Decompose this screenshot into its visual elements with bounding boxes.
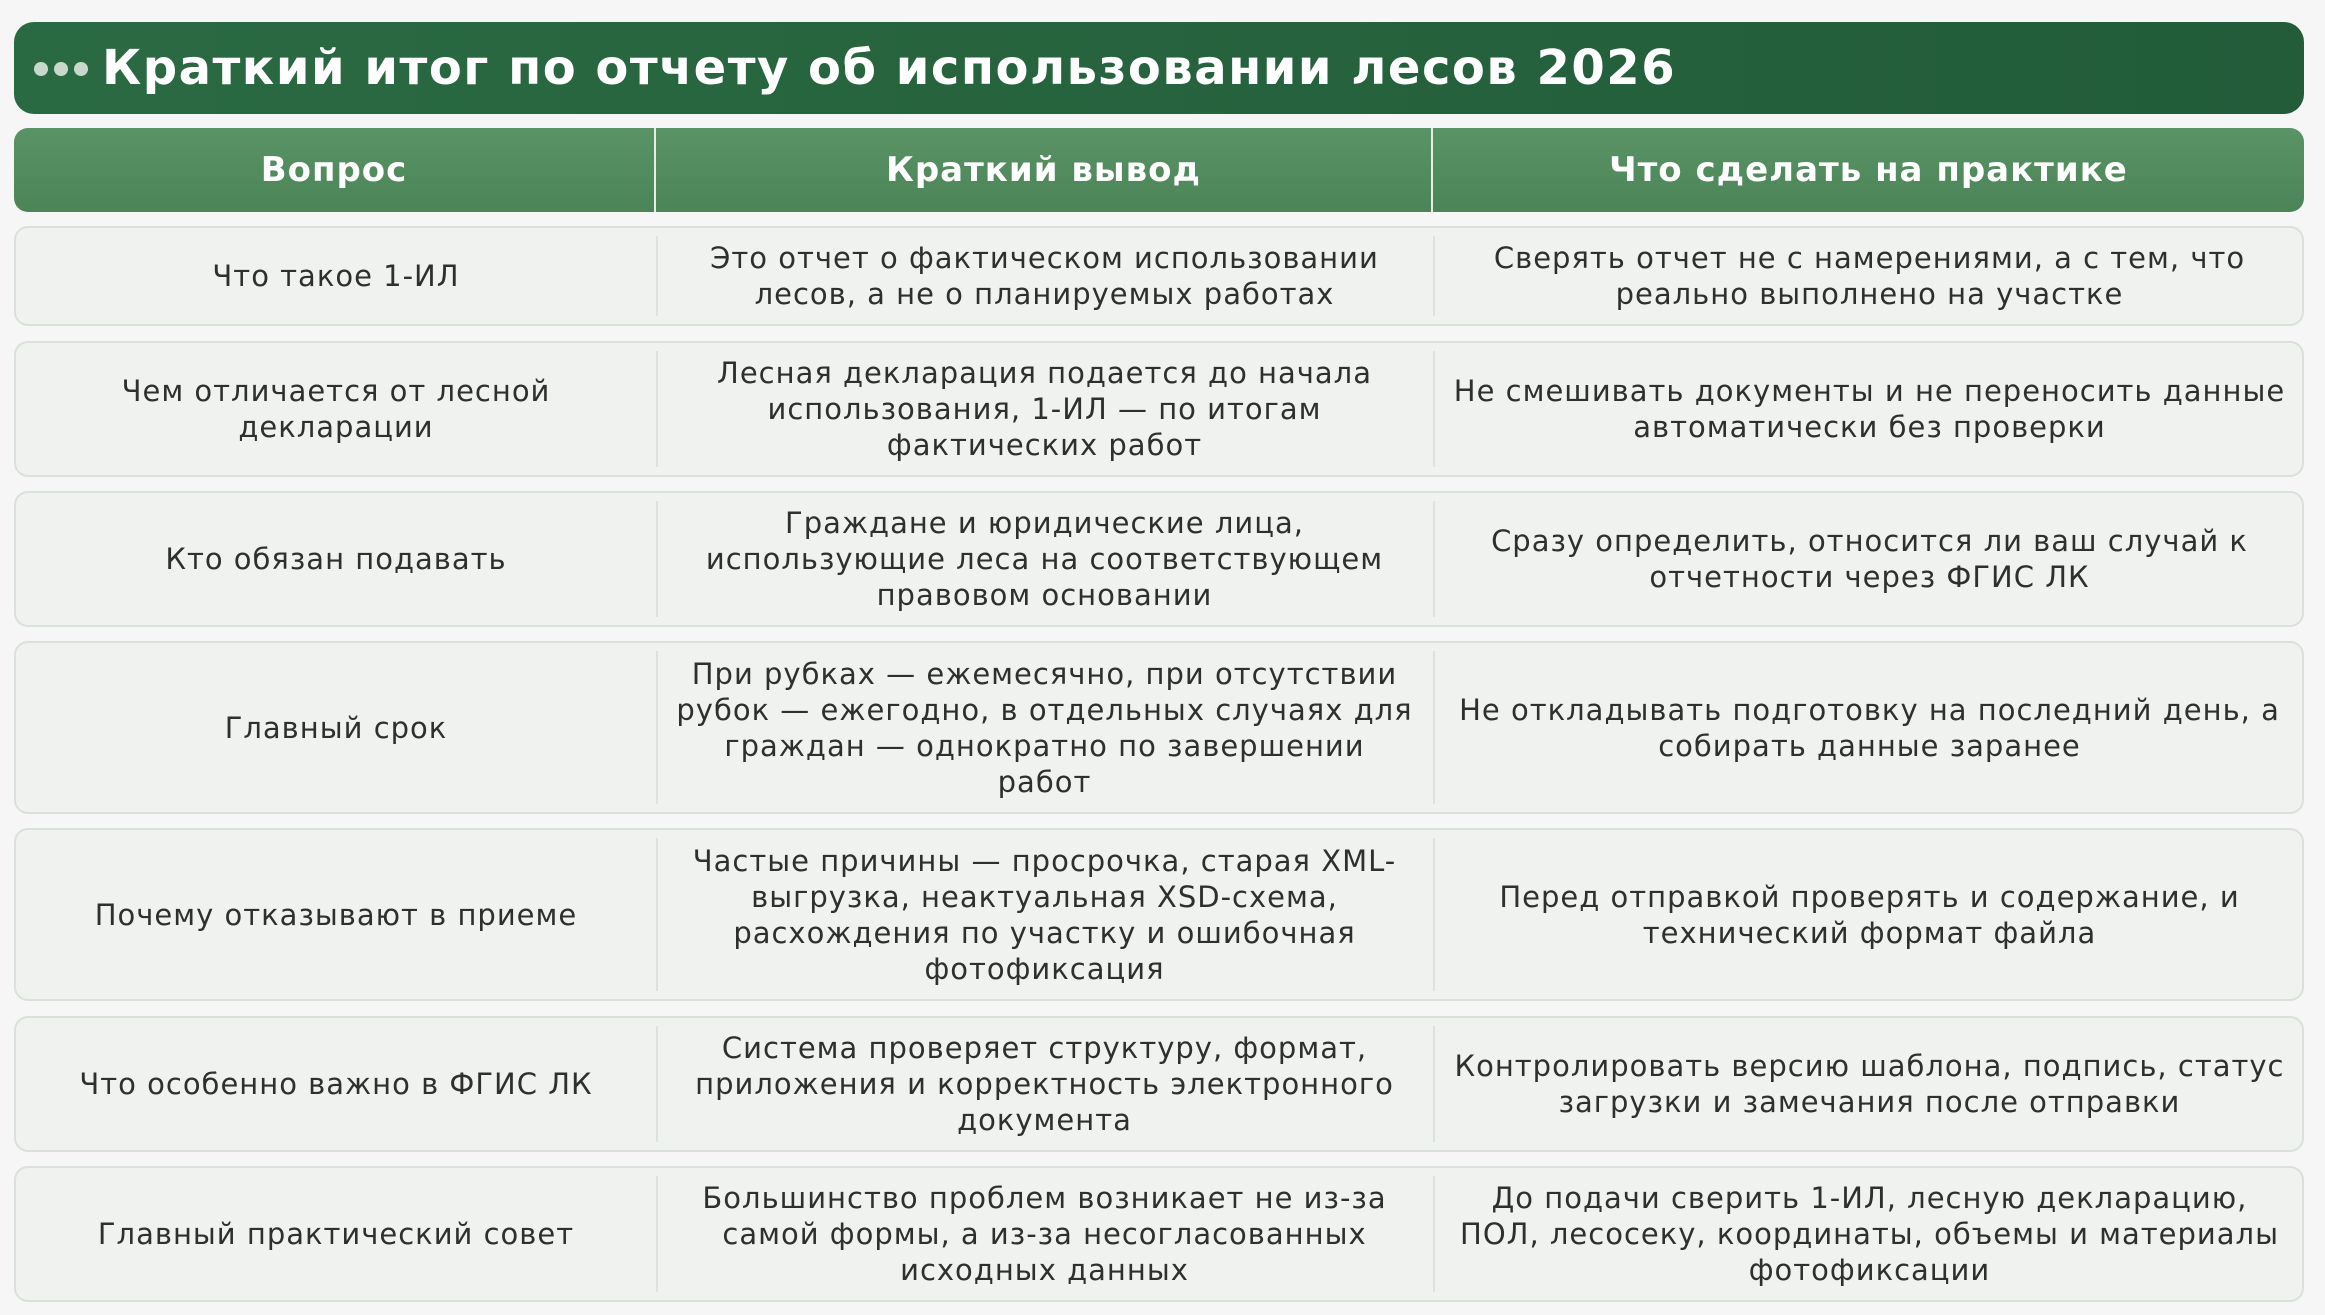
column-header-summary: Краткий вывод xyxy=(654,128,1431,212)
table-row xyxy=(14,1016,2304,1152)
action-cell: До подачи сверить 1-ИЛ, лесную декларацию, ПОЛ, лесосеку, координаты, объемы и материалы фотофиксации xyxy=(1433,1168,2306,1300)
dot xyxy=(54,62,68,76)
question-cell: Главный практический совет xyxy=(97,1217,575,1251)
table-row xyxy=(14,226,2304,326)
question-cell: Кто обязан подавать xyxy=(165,542,507,576)
table-row xyxy=(14,641,2304,814)
page-title: Краткий итог по отчету об использовании лесов 2026 xyxy=(102,40,1677,96)
table-row xyxy=(14,341,2304,477)
summary-cell: Система проверяет структуру, формат, приложения и корректность электронного документа xyxy=(656,1018,1433,1150)
dots-icon xyxy=(34,62,88,76)
table-row xyxy=(14,1166,2304,1302)
table-row xyxy=(14,828,2304,1001)
summary-cell: Частые причины — просрочка, старая XML-выгрузка, неактуальная XSD-схема, расхождения по участку и ошибочная фотофиксация xyxy=(656,830,1433,999)
action-cell: Перед отправкой проверять и содержание, и технический формат файла xyxy=(1433,830,2306,999)
question-cell: Почему отказывают в приеме xyxy=(94,897,578,932)
title-bar xyxy=(14,22,2304,114)
question-cell: Что такое 1-ИЛ xyxy=(212,259,460,293)
action-cell: Контролировать версию шаблона, подпись, статус загрузки и замечания после отправки xyxy=(1433,1018,2306,1150)
summary-cell: Это отчет о фактическом использовании лесов, а не о планируемых работах xyxy=(656,228,1433,324)
summary-cell: Лесная декларация подается до начала использования, 1-ИЛ — по итогам фактических работ xyxy=(656,343,1433,475)
summary-cell: Граждане и юридические лица, использующие леса на соответствующем правовом основании xyxy=(656,493,1433,625)
action-cell: Не смешивать документы и не переносить данные автоматически без проверки xyxy=(1433,343,2306,475)
question-cell: Что особенно важно в ФГИС ЛК xyxy=(79,1067,593,1101)
action-cell: Сразу определить, относится ли ваш случай к отчетности через ФГИС ЛК xyxy=(1433,493,2306,625)
summary-cell: При рубках — ежемесячно, при отсутствии рубок — ежегодно, в отдельных случаях для граждан — однократно по завершении работ xyxy=(656,643,1433,812)
table-header xyxy=(14,128,2304,212)
question-cell: Главный срок xyxy=(224,710,448,745)
table-row xyxy=(14,491,2304,627)
column-header-action: Что сделать на практике xyxy=(1431,128,2304,212)
summary-cell: Большинство проблем возникает не из-за самой формы, а из-за несогласованных исходных данных xyxy=(656,1168,1433,1300)
question-cell: Чем отличается от лесной декларации xyxy=(121,374,551,444)
dot xyxy=(34,62,48,76)
action-cell: Не откладывать подготовку на последний день, а собирать данные заранее xyxy=(1433,643,2306,812)
dot xyxy=(74,62,88,76)
action-cell: Сверять отчет не с намерениями, а с тем, что реально выполнено на участке xyxy=(1433,228,2306,324)
column-header-question: Вопрос xyxy=(260,150,408,190)
